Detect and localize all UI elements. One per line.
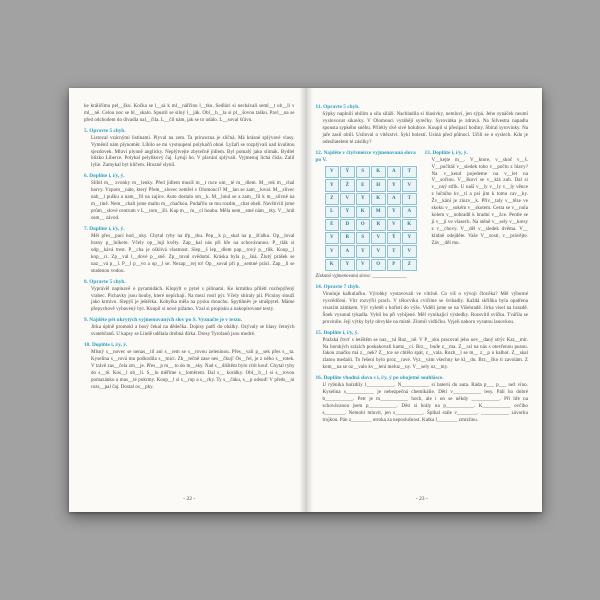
grid-cell: E <box>356 179 371 191</box>
grid-cell: E <box>325 219 340 231</box>
exercise-6-body: Slíbil m__ zvonky m__lenky. Před jídlem musíš m__t ruce um__té m__dlem. M__rek m__chal barvy. Vzpom__náte, který Přem__slovec zemřel v Olomouci? M__lan se zam__loval. M__slivec nab__l pušku a nam__řil na zajíce. Auto dostalo sm__k. M__hnul se a zam__řil k m__slivně na m__tině. Nem__chali jsme maltu m__chačkou. Podařilo se mu rozdm__chat oheň. Navštívili jsme prům__slové centrum v L__tom__šli. Kup m__ m__cí houbu. Měla nem__stné nám__tky. V__hrál osm__ závod. <box>91 181 295 221</box>
exercise-9-body: Jirka úplně promokl a bosý čekal na dědečka. Dopisy patří do obálky. Ozývaly se hlasy četných svatebčanů. U kapsy se Lindě udělala drobná dírka. Dresy Tyrolanů jsou modré. <box>91 325 295 338</box>
grid-cell: Z <box>402 259 417 271</box>
grid-cell: A <box>402 206 417 218</box>
grid-cell: V <box>387 219 402 231</box>
grid-cell: T <box>402 193 417 205</box>
grid-cell: K <box>325 259 340 271</box>
grid-cell: Y <box>387 206 402 218</box>
grid-cell: A <box>387 166 402 178</box>
grid-cell: V <box>371 232 386 244</box>
grid-cell: L <box>325 206 340 218</box>
grid-cell: S <box>356 232 371 244</box>
exercise-11-heading: 11. Opravte 5 chyb. <box>315 104 360 110</box>
page-22 <box>69 88 306 512</box>
grid-cell: Ž <box>340 179 355 191</box>
grid-cell: K <box>371 193 386 205</box>
exercise-10-body: Mlsný s__novec se nenas__til ani s__rem se s__rovou zeleninou. Přes__vali p__sek přes s__ta. Kyselina s__rová mu poškodila s__tnici. Zb__tečně zase nes__čkuj! Os__řel, je z něho s__rotek. V trávě zas__čela zm__je. Přes__p m__ to do m__sky. Nad s__dlištěm bylo cítit kouř. Chytal ryby do s__tě. Kos__l ob__lí. S__lu měříme s__loměrem. Dal s__ korálky. Obl__b__l si s__rovou pomazánku a mas__té pokrmy. Koup__l si s__rup a s__rky. Ty s__čáku, s__p odsud! V předs__ni rozs__pal čaj. Dostal os__pky. <box>91 350 295 390</box>
exercise-15 <box>316 330 529 373</box>
page-number-left: - 22 - <box>183 496 196 502</box>
exercise-10 <box>84 342 295 391</box>
grid-cell: Ý <box>387 232 402 244</box>
exercise-11 <box>316 104 529 147</box>
exercise-5-body: Listoval vzácnými listinami. Plyval na zem. Ta princezna je sličná. Má krásné splývavé vlasy. Vyměnil nám plynoměr. Líbilo se mi vystoupení polykačů ohně. Lyžaři se rozplývali nad kvalitou sjezdovek. Mluví plynně anglicky. Neplýtvejte zbytečně jídlem. Byl pomalý jako slimák. Bydlel blízko Liberce. Polykal pelyňkový čaj. Lytuji ho. V plavání splývali. Vyjmenuj lichá čísla. Zalil lylie. Zamykal byt klíčem. Hrozně slynil. <box>91 135 295 169</box>
grid-cell: H <box>371 179 386 191</box>
grid-cell: Y <box>340 206 355 218</box>
grid-cell: K <box>371 166 386 178</box>
grid-cell: P <box>387 259 402 271</box>
exercise-15-heading: 15. Doplňte i, í/y, ý. <box>315 329 359 336</box>
grid-cell: V <box>371 245 386 257</box>
grid-cell: V <box>402 245 417 257</box>
grid-cell: S <box>356 166 371 178</box>
grid-cell: Z <box>325 193 340 205</box>
grid-cell: A <box>340 245 355 257</box>
exercise-16 <box>316 375 529 424</box>
grid-cell: O <box>371 259 386 271</box>
grid-cell: V <box>402 179 417 191</box>
letter-grid <box>324 165 418 272</box>
exercise-8-heading: 8. Opravte 5 chyb. <box>84 278 126 285</box>
exercise-13-body: V__kejte m__. V__ktore, v__skoč v__š. V__počítáš v__sledek toho v__počtu z hlavy? Na v__kend pojedeme na v__let na V__sočinu. V__škovi se v__klá zub. Dal si v__nný střik. U naší v__ly v__ly v__ly věnce z lučního kv__tí a psí jim k tomu cav__ky. Žv__kání je zlozv__k. Přiv__taly v__těze ve skoku v__sokém v__skotem. Cesta se v__nula kolem v__nohradů k hradní v__žce. Pentle se jí v__jí ve vlasech. Na stěně v__sely v__kresy z v__chovy. V__děl v__sledek dvěma. V__ klidně odejděte. Vaše V__sosti, v__právějte. Záv__děl mu. <box>431 157 528 246</box>
grid-cell: Ý <box>340 166 355 178</box>
grid-cell: D <box>340 219 355 231</box>
grid-cell: V <box>325 166 340 178</box>
exercise-12-13-row <box>316 150 529 281</box>
exercise-7-heading: 7. Doplňte i, í/y, ý. <box>84 226 125 233</box>
exercise-6 <box>84 173 295 222</box>
exercise-14-body: Vinuluje kalkulačku. Výrobky vystavovali ve vitríně. Co víš o vývoji člověka? Měl výborné vysvědčení. Vítr rozvýřil prach. V tělocviku cvičíme se švihadly. Každá skříňka byla opatřena visacím zámkem. Výr vyletěl s kořistí do výše. Viděli jsme se na Višehradě. Jirka visel na hrazdě. Šnek vysunul tykadla. Vybil ho při vybíjené. Měl vynikající výsledky. Rozsvítil svíčku. Tvářila se provinile. Její výtky byly obvykle na místě. Zlomil vidličku. Vyjeli nahoru vysutou lanovkou. <box>322 291 528 325</box>
grid-cell: O <box>356 219 371 231</box>
exercise-8-body: Vyprávěl napínavě o pyramidách. Klopýtl o pytel s pilinami. Ke krmítku přilétl rozčepýřený vrabec. Pichavky jsou houby, které nepíchají. Na mezi rostl pýr. Včely sbíraly pil. Pícniny slouží jako krmivo. Slepýš je ještěrka. Kobylka měla na pysku mouchu. Spytihněv je strašpytel. Máme přepychově vybavený byt. Koupil si nové pižamo. Vzal si propisku a nakopírované texty. <box>91 286 295 313</box>
intro-paragraph: ke králičímu pel__šku. Kočka se l__sá k ml__nářčinu l__tku. Sedláci si nechávali seml__t ob__lí v ml__ně. Celou noc se bl__skalo. Spustil se silný l__ják. Obl__b__la si pl__šovou tašku. Pavl__na se před odchodem do divadla nal__čila. L__čil nám, jak se to událo. L__soval šťávu. <box>84 104 295 123</box>
grid-cell: V <box>340 193 355 205</box>
exercise-7 <box>84 226 295 275</box>
page-23 <box>306 88 543 512</box>
grid-cell: Y <box>325 179 340 191</box>
grid-cell: K <box>402 219 417 231</box>
grid-cell: V <box>325 232 340 244</box>
exercise-13-heading: 13. Doplňte i, í/y, ý. <box>424 149 468 156</box>
exercise-9-heading: 9. Najděte pět ukrytých vyjmenovaných slov po S. Vyznačte je v textu. <box>84 317 243 324</box>
exercise-16-body: U rybníka hnízdily l___________. N___________ si baterii do auta. Ráda p___ p___ než víno. Kyselina s___________ je nebezpečná chemikálie. Děti v___________ lesy. Pálí ho dobré b___________. Petr je m___________ hoch, ale i on se někdy ___________. Při hře na schovávanou jsem p___________. Děti si hrály na p___________. K___________ ovčího s________. Nemohl mluvit, jen s___________. Šplhal stále v________. ___________ závorku trojkou. Pán z________ otroka za neposlušnost. Katka l________ zmrzlinu. <box>322 383 528 423</box>
exercise-10-heading: 10. Doplňte i, í/y, ý. <box>84 342 128 349</box>
exercise-11-body: Sýpky naplnili obilím a sila siláží. Nachladila si hlasivky, nemluví, jen sýpá. Jeho synáček neumí vyslovovat sikavky. V Olomouci vyrábějí syrečky. Syrovátka je zdravá. Na Silvestra napadla spousta sypkého sněhu. Přilétly dvě sivé holubice. Koupil si přesípací hodiny. Sbíral syrovinky. Na jaře zasil obilí. Usiloval o vítězství. Sykl bolestí. Usíná před půlnocí. Učili se o syslech. Kdo je odesílatelem té zásilky? <box>322 111 528 145</box>
grid-cell: T <box>387 245 402 257</box>
exercise-7-body: Měl přes__pací hod__nky. Chytal ryby na třp__tku. Pep__k p__skal na p__šťalku. Op__loval hrany p__lníkem. Včely op__lují květy. Zap__kal nás při hře na schovávanou. P__tlák si odp__kává trest. P__cha je ošklivá vlastnost. Slep__š lep__dlem pap__rový p__tlík. Koup__l kop__ci. Zp__val l__dové p__sně. Zp__toval svědomí. Kráska byla p__šná. Žlutý prášek se naz__vá p__l. P__l p__vo a op__l se. Nezap__rej to! Op__soval při p__semné práci. Zap__li se studenou vodou. <box>91 234 295 274</box>
grid-cell: K <box>356 206 371 218</box>
grid-cell: A <box>387 193 402 205</box>
exercise-5 <box>84 128 295 171</box>
exercise-12-heading: 12. Najděte v čtyřsměrce vyjmenovaná slova po V. <box>315 149 416 163</box>
grid-cell: Y <box>402 232 417 244</box>
exercise-5-heading: 5. Opravte 5 chyb. <box>84 127 126 134</box>
grid-cell: M <box>371 206 386 218</box>
exercise-14 <box>316 284 529 327</box>
exercise-14-heading: 14. Opravte 7 chyb. <box>315 283 360 290</box>
grid-cell: Y <box>356 193 371 205</box>
exercise-12 <box>316 150 418 281</box>
exercise-13 <box>425 150 529 281</box>
grid-cell: Y <box>387 179 402 191</box>
grid-cell: T <box>402 166 417 178</box>
exercise-8 <box>84 279 295 315</box>
exercise-15-body: Pražská čtvrť s letištěm se naz__vá Ruz__ně. V P__sku pracoval jeho nev__daný strýc Kaz__mír. Na horských srázích poskakovali kamz__ci. Brz__ bude z__ma. Z__ral na nás s otevřenou pusou. Jakou značku má z__nek? Z__tce se chtělo spát, z__vala. Rozb__l se m__ z__p u kalhot. Z__skal zlatou medaili. To řešení bylo proz__ravé. Vyz__vám všechny ke kl__du. Brz__čko ti zavolám. Z kom__na se oz__valo kv__lení meluz__ny. V__sely oz__my. <box>322 337 528 371</box>
grid-cell: R <box>340 232 355 244</box>
exercise-6-heading: 6. Doplňte i, í/y, ý. <box>84 173 125 180</box>
page-number-right: - 23 - <box>415 496 428 502</box>
book-spread <box>69 88 542 512</box>
grid-caption: Získaná vyjmenovaná slova: ______________ <box>315 274 407 280</box>
grid-cell: V <box>325 245 340 257</box>
grid-cell: Y <box>356 245 371 257</box>
grid-cell: R <box>371 219 386 231</box>
grid-cell: V <box>356 259 371 271</box>
exercise-16-heading: 16. Doplňte vhodná slova s i, í/y, ý po obojetné souhlásce. <box>315 375 444 382</box>
grid-cell: Y <box>340 259 355 271</box>
exercise-9 <box>84 317 295 339</box>
